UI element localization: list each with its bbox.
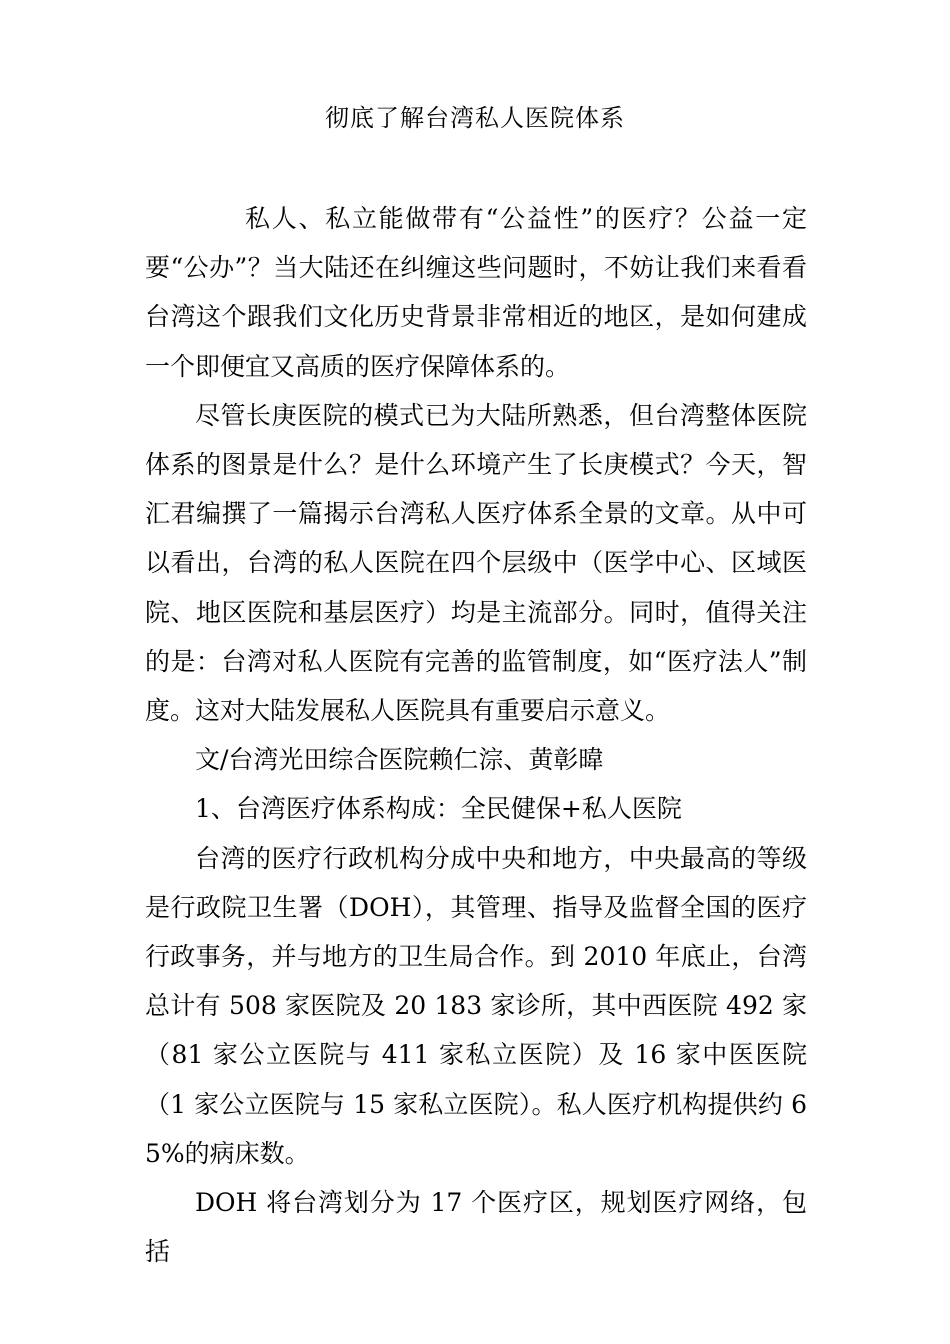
paragraph-doh-regions: DOH 将台湾划分为 17 个医疗区，规划医疗网络，包括 — [145, 1188, 807, 1267]
document-body — [145, 194, 807, 1276]
paragraph-changgung-model: 尽管长庚医院的模式已为大陆所熟悉，但台湾整体医院体系的图景是什么？是什么环境产生了长庚模式？今天，智汇君编撰了一篇揭示台湾私人医疗体系全景的文章。从中可以看出，台湾的私人医院在四个层级中（医学中心、区域医院、地区医院和基层医疗）均是主流部分。同时，值得关注的是：台湾对私人医院有完善的监管制度，如“医疗法人”制度。这对大陆发展私人医院具有重要启示意义。 — [145, 400, 807, 726]
document-title: 彻底了解台湾私人医院体系 — [325, 104, 625, 132]
paragraph-author: 文/台湾光田综合医院赖仁淙、黄彰暐 — [195, 745, 604, 775]
paragraph-health-admin: 台湾的医疗行政机构分成中央和地方，中央最高的等级是行政院卫生署（DOH），其管理、指导及监督全国的医疗行政事务，并与地方的卫生局合作。到 2010 年底止，台湾总计有 508 家医院及 20 183 家诊所，其中西医院 492 家（81 家公立医院与 411 家私立医院）及 16 家中医医院（1 家公立医院与 15 家私立医院）。私人医疗机构提供约 65%的病床数。 — [145, 843, 807, 1168]
section-heading-1: 1、台湾医疗体系构成：全民健保+私人医院 — [195, 794, 682, 824]
paragraph-intro: 私人、私立能做带有“公益性”的医疗？公益一定要“公办”？当大陆还在纠缠这些问题时，不妨让我们来看看台湾这个跟我们文化历史背景非常相近的地区，是如何建成一个即便宜又高质的医疗保障体系的。 — [145, 204, 807, 381]
